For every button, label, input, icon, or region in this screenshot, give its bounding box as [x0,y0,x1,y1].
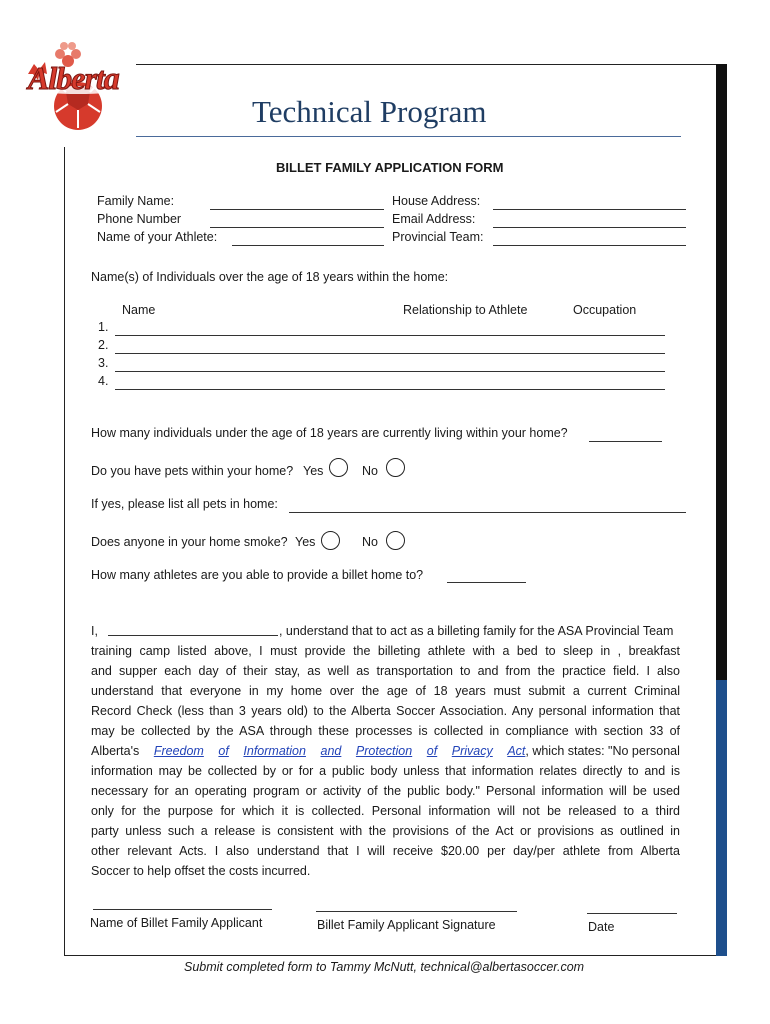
under18-field[interactable] [589,441,662,442]
statement-line: information may be collected by or for a public body unless that information relates directly to and is [91,764,680,778]
athlete-name-field[interactable] [232,245,384,246]
row-number: 4. [98,374,109,388]
row-number: 1. [98,320,109,334]
applicant-name-label: Name of Billet Family Applicant [90,916,263,930]
statement-line: Record Check (less than 3 years old) to the Alberta Soccer Association. Any personal information that [91,704,680,718]
act-link[interactable]: and [320,744,342,758]
statement-name-field[interactable] [108,621,278,636]
statement-line: Soccer to help offset the costs incurred. [91,864,311,878]
adult-row-field[interactable] [115,353,665,354]
under18-question: How many individuals under the age of 18 years are currently living within your home? [91,426,568,440]
act-link[interactable]: Privacy [451,744,493,758]
applicant-name-field[interactable] [93,909,272,910]
act-link[interactable]: Protection [355,744,413,758]
smoke-yes-radio[interactable] [321,531,340,550]
pets-no-radio[interactable] [386,458,405,477]
statement-act-line: Alberta's Freedom of Information and Protection of Privacy Act, which states: "No personal [91,741,680,761]
statement-line [91,621,680,641]
col-header-name: Name [122,303,156,317]
form-heading: BILLET FAMILY APPLICATION FORM [276,160,504,175]
signature-label: Billet Family Applicant Signature [317,918,496,932]
statement-line: party unless such a release is consistent with the provisions of the Act or provisions as outlined in [91,824,680,838]
statement-line: training camp listed above, I must provide the billeting athlete with a bed to sleep in , breakfast [91,644,680,658]
smoke-yes-label: Yes [295,535,316,549]
adult-row-field[interactable] [115,335,665,336]
act-link[interactable]: Information [243,744,306,758]
statement-line: necessary for an operating program or activity of the public body." Personal information will be used [91,784,680,798]
house-address-label: House Address: [392,194,481,208]
statement-line: may be collected by the ASA through these processes is collected in compliance with section 33 of [91,724,680,738]
act-link[interactable]: of [218,744,229,758]
athletes-field[interactable] [447,582,526,583]
statement-i: I, [91,624,98,638]
frame-top-rule [136,64,716,65]
pets-question: Do you have pets within your home? [91,464,294,478]
side-bar-dark [716,64,727,680]
frame-left-rule [64,147,65,955]
pets-yes-radio[interactable] [329,458,348,477]
alberta-soccer-logo [14,34,124,130]
statement-line: only for the purpose for which it is collected. Personal information will not be released to a third [91,804,680,818]
adults-prompt: Name(s) of Individuals over the age of 18 years within the home: [91,270,449,284]
col-header-relationship: Relationship to Athlete [403,303,528,317]
athletes-question: How many athletes are you able to provide a billet home to? [91,568,424,582]
email-address-label: Email Address: [392,212,476,226]
act-link[interactable]: Act [507,744,526,758]
title-underline [136,136,681,137]
date-field[interactable] [587,913,677,914]
row-number: 3. [98,356,109,370]
statement-line1-rest: , understand that to act as a billeting family for the ASA Provincial Team [278,624,674,638]
logo-wordmark: Alberta [28,60,119,96]
pets-list-field[interactable] [289,512,686,513]
smoke-question: Does anyone in your home smoke? [91,535,288,549]
act-link[interactable]: Freedom [153,744,204,758]
date-label: Date [588,920,615,934]
phone-number-label: Phone Number [97,212,182,226]
row-number: 2. [98,338,109,352]
provincial-team-label: Provincial Team: [392,230,484,244]
athlete-name-label: Name of your Athlete: [97,230,218,244]
email-address-field[interactable] [493,227,686,228]
pets-no-label: No [362,464,378,478]
statement-line: other relevant Acts. I also understand that I will receive $20.00 per day/per athlete from Alberta [91,844,680,858]
provincial-team-field[interactable] [493,245,686,246]
frame-bottom-rule [64,955,716,956]
page-title: Technical Program [252,94,487,129]
footer-note: Submit completed form to Tammy McNutt, technical@albertasoccer.com [184,960,585,974]
smoke-no-radio[interactable] [386,531,405,550]
adult-row-field[interactable] [115,389,665,390]
statement-paragraph [91,621,680,881]
house-address-field[interactable] [493,209,686,210]
signature-field[interactable] [316,911,517,912]
pets-list-question: If yes, please list all pets in home: [91,497,278,511]
statement-line: understand that everyone in my home over the age of 18 years must submit a current Criminal [91,684,680,698]
side-bar-blue [716,680,727,956]
family-name-label: Family Name: [97,194,175,208]
smoke-no-label: No [362,535,378,549]
act-link[interactable]: of [426,744,438,758]
phone-number-field[interactable] [210,227,384,228]
col-header-occupation: Occupation [573,303,637,317]
statement-line: and supper each day of their stay, as well as transportation to and from the practice field. I also [91,664,680,678]
family-name-field[interactable] [210,209,384,210]
pets-yes-label: Yes [303,464,324,478]
adult-row-field[interactable] [115,371,665,372]
